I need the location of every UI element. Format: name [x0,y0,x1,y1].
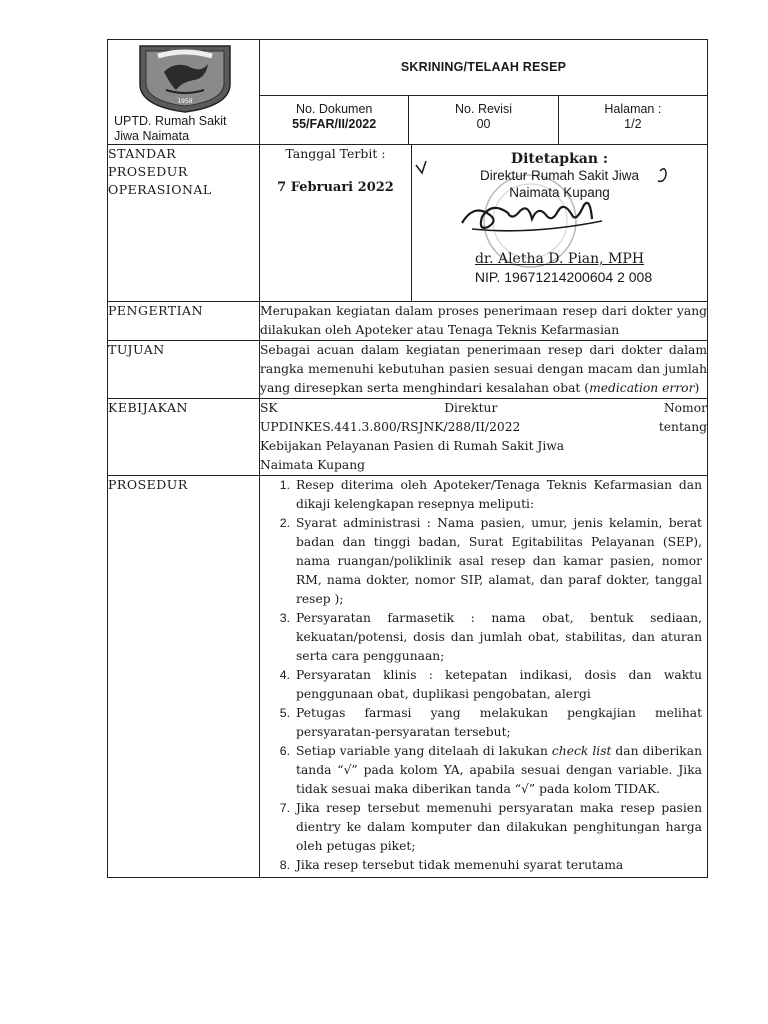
page-cell [558,96,707,144]
svg-text:1958: 1958 [177,98,193,105]
issued-cell [260,145,412,302]
logo-cell [108,40,260,145]
kebijakan-label: KEBIJAKAN [108,399,260,476]
approver-role-line1: Direktur Rumah Sakit Jiwa [479,168,640,183]
signer-name: dr. Aletha D. Pian, MPH [474,251,645,267]
kebijakan-text: SK Direktur Nomor UPDINKES.441.3.800/RSJNK/288/II/2022 tentang Kebijakan Pelayanan Pasien di Rumah Sakit Jiwa Naimata Kupang [260,399,708,476]
approval-cell [412,145,708,302]
signer-nip: NIP. 19671214200604 2 008 [474,269,653,285]
issued-date: 7 Februari 2022 [277,180,394,195]
tujuan-text: Sebagai acuan dalam kegiatan penerimaan resep dari dokter dalam rangka memenuhi kebutuhan pasien sesuai dengan macam dan jumlah yang diresepkan serta menghindari kesalahan obat (medication error) [260,341,708,399]
list-item: 5. Petugas farmasi yang melakukan pengkajian melihat persyaratan-persyaratan tersebut; [279,706,703,739]
document-title: SKRINING/TELAAH RESEP [260,40,708,96]
document-meta [260,95,708,144]
page-value: 1/2 [624,116,642,131]
pengertian-label: PENGERTIAN [108,302,260,341]
issued-label: Tanggal Terbit : [285,146,386,161]
doc-number-label: No. Dokumen [295,101,373,116]
sop-label: STANDAR PROSEDUR OPERASIONAL [108,145,260,302]
list-item: 6. Setiap variable yang ditelaah di lakukan check list dan diberikan tanda “√” pada kolom YA, apabila sesuai dengan variable. Jika tidak sesuai maka diberikan tanda “√” pada kolom TIDAK. [279,744,703,796]
prosedur-label: PROSEDUR [108,476,260,878]
pengertian-text: Merupakan kegiatan dalam proses penerimaan resep dari dokter yang dilakukan oleh Apoteker atau Tenaga Teknis Kefarmasian [260,302,708,341]
list-item: 4. Persyaratan klinis : ketepatan indikasi, dosis dan waktu penggunaan obat, duplikasi pengobatan, alergi [279,668,703,701]
procedure-list [260,476,707,875]
org-name-line1: UPTD. Rumah Sakit [114,114,227,128]
page-label: Halaman : [604,101,662,116]
tujuan-label: TUJUAN [108,341,260,399]
org-name-line2: Jiwa Naimata [114,129,190,143]
sop-document-table [107,39,708,878]
revision-value: 00 [476,116,491,131]
list-item: 7. Jika resep tersebut memenuhi persyaratan maka resep pasien dientry ke dalam komputer dan dilakukan penghitungan harga oleh petugas piket; [279,801,703,853]
list-item: 3. Persyaratan farmasetik : nama obat, bentuk sediaan, kekuatan/potensi, dosis dan jumlah obat, stabilitas, dan aturan serta cara penggunaan; [279,611,703,663]
doc-number-cell [260,96,408,144]
list-item: 1. Resep diterima oleh Apoteker/Tenaga Teknis Kefarmasian dan dikaji kelengkapan resepnya meliputi: [279,478,703,511]
approver-role-line2: Naimata Kupang [509,185,610,200]
hospital-seal-logo [136,42,234,114]
doc-number-value: 55/FAR/II/2022 [292,116,377,131]
revision-label: No. Revisi [455,101,512,116]
revision-cell [408,96,557,144]
list-item: 2. Syarat administrasi : Nama pasien, umur, jenis kelamin, berat badan dan tinggi badan, Surat Egitabilitas Pelayanan (SEP), nama ruangan/poliklinik asal resep dan kamar pasien, nomor RM, nama dokter, nomor SIP, alamat, dan paraf dokter, tanggal resep ); [279,516,703,606]
approved-label: Ditetapkan : [510,151,609,167]
prosedur-cell [260,476,708,878]
list-item: 8. Jika resep tersebut tidak memenuhi syarat terutama [279,858,624,872]
